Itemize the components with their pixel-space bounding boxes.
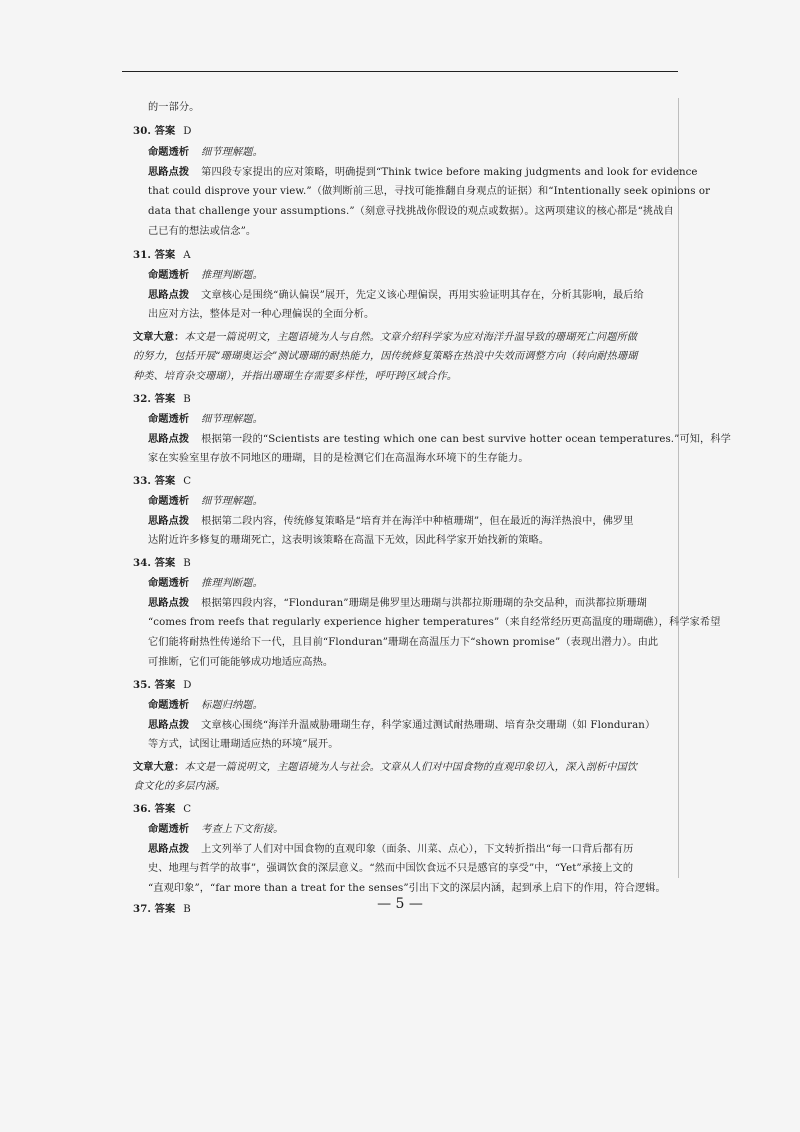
answer-choice: B bbox=[183, 904, 191, 915]
article-summary bbox=[133, 330, 637, 345]
section-label: 思路点拨 bbox=[148, 289, 190, 301]
explanation-line bbox=[148, 268, 263, 283]
section-label: 命题透析 bbox=[148, 823, 190, 835]
section-label: 思路点拨 bbox=[148, 719, 190, 731]
answer-choice: A bbox=[183, 250, 191, 261]
section-text: 推理判断题。 bbox=[201, 270, 263, 281]
section-label: 思路点拨 bbox=[148, 597, 190, 609]
section-text: 细节理解题。 bbox=[201, 147, 263, 158]
section-label: 命题透析 bbox=[148, 495, 190, 507]
explanation-continuation: 它们能将耐热性传递给下一代，且目前“Flonduran”珊瑚在高温压力下“shown promise”（表现出潜力）。由此 bbox=[148, 637, 659, 648]
page-number: — 5 — bbox=[377, 896, 423, 912]
section-label: 命题透析 bbox=[148, 577, 190, 589]
section-label: 思路点拨 bbox=[148, 515, 190, 527]
section-text: 文章核心围绕“海洋升温威胁珊瑚生存，科学家通过测试耐热珊瑚、培育杂交珊瑚（如 Flonduran） bbox=[201, 720, 656, 731]
explanation-line bbox=[148, 698, 263, 713]
explanation-continuation: “直观印象”，“far more than a treat for the senses”引出下文的深层内涵，起到承上启下的作用，符合逻辑。 bbox=[148, 883, 666, 894]
explanation-line bbox=[148, 165, 698, 180]
summary-label: 文章大意： bbox=[133, 331, 185, 343]
answer-label: 36. 答案 bbox=[133, 803, 176, 815]
section-text: 细节理解题。 bbox=[201, 496, 263, 507]
answer-number bbox=[133, 392, 191, 407]
section-text: 细节理解题。 bbox=[201, 414, 263, 425]
explanation-line bbox=[148, 822, 283, 837]
section-text: 标题归纳题。 bbox=[201, 700, 263, 711]
answer-number bbox=[133, 474, 191, 489]
explanation-continuation: 等方式，试图让珊瑚适应热的环境”展开。 bbox=[148, 739, 339, 750]
answer-choice: C bbox=[183, 476, 192, 487]
explanation-line bbox=[148, 514, 634, 529]
article-summary-continuation: 的努力，包括开展“珊瑚奥运会”测试珊瑚的耐热能力，因传统修复策略在热浪中失效而调整方向（转向耐热珊瑚 bbox=[133, 351, 638, 362]
section-text: 根据第四段内容，“Flonduran”珊瑚是佛罗里达珊瑚与洪都拉斯珊瑚的杂交品种，而洪都拉斯珊瑚 bbox=[201, 598, 647, 609]
answer-label: 31. 答案 bbox=[133, 249, 176, 261]
answer-choice: D bbox=[183, 680, 192, 691]
answer-number bbox=[133, 248, 191, 263]
explanation-line bbox=[148, 842, 633, 857]
summary-label: 文章大意： bbox=[133, 761, 185, 773]
answer-choice: C bbox=[183, 804, 192, 815]
explanation-line bbox=[148, 432, 731, 447]
article-summary-continuation: 食文化的多层内涵。 bbox=[133, 781, 226, 792]
answer-choice: B bbox=[183, 394, 191, 405]
section-text: 根据第一段的“Scientists are testing which one can best survive hotter ocean temperatures.”可知，科学 bbox=[201, 434, 731, 445]
explanation-continuation: 出应对方法，整体是对一种心理偏误的全面分析。 bbox=[148, 309, 375, 320]
explanation-line bbox=[148, 576, 263, 591]
explanation-line bbox=[148, 494, 263, 509]
explanation-continuation: 己已有的想法或信念”。 bbox=[148, 226, 257, 237]
explanation-continuation: 的一部分。 bbox=[148, 102, 200, 113]
summary-text: 本文是一篇说明文，主题语境为人与自然。文章介绍科学家为应对海洋升温导致的珊瑚死亡问题所做 bbox=[184, 332, 638, 343]
explanation-line bbox=[148, 596, 647, 611]
explanation-line bbox=[148, 288, 644, 303]
section-label: 思路点拨 bbox=[148, 433, 190, 445]
article-summary bbox=[133, 760, 637, 775]
section-text: 根据第二段内容，传统修复策略是“培育并在海洋中种植珊瑚”，但在最近的海洋热浪中，佛罗里 bbox=[201, 516, 634, 527]
section-label: 命题透析 bbox=[148, 269, 190, 281]
section-label: 命题透析 bbox=[148, 146, 190, 158]
section-label: 思路点拨 bbox=[148, 166, 190, 178]
article-summary-continuation: 种类、培育杂交珊瑚），并指出珊瑚生存需要多样性，呼吁跨区域合作。 bbox=[133, 371, 458, 382]
explanation-continuation: 史、地理与哲学的故事”，强调饮食的深层意义。“然而中国饮食远不只是感官的享受”中，“Yet”承接上文的 bbox=[148, 863, 634, 874]
answer-number bbox=[133, 678, 192, 693]
explanation-continuation: that could disprove your view.”（做判断前三思，寻找可能推翻自身观点的证据）和“Intentionally seek opinions or bbox=[148, 186, 711, 197]
section-label: 命题透析 bbox=[148, 413, 190, 425]
answer-number bbox=[133, 124, 192, 139]
answer-choice: D bbox=[183, 126, 192, 137]
answer-label: 35. 答案 bbox=[133, 679, 176, 691]
explanation-line bbox=[148, 412, 263, 427]
section-text: 上文列举了人们对中国食物的直观印象（面条、川菜、点心），下文转折指出“每一口背后都有历 bbox=[201, 844, 634, 855]
section-text: 第四段专家提出的应对策略，明确提到“Think twice before making judgments and look for evidence bbox=[201, 167, 698, 178]
section-label: 思路点拨 bbox=[148, 843, 190, 855]
section-label: 命题透析 bbox=[148, 699, 190, 711]
answer-label: 32. 答案 bbox=[133, 393, 176, 405]
explanation-continuation: “comes from reefs that regularly experience higher temperatures”（来自经常经历更高温度的珊瑚礁），科学家希望 bbox=[148, 617, 721, 628]
section-text: 推理判断题。 bbox=[201, 578, 263, 589]
explanation-continuation: 可推断，它们可能能够成功地适应高热。 bbox=[148, 657, 334, 668]
answer-number bbox=[133, 802, 191, 817]
section-text: 考查上下文衔接。 bbox=[201, 824, 284, 835]
explanation-line bbox=[148, 145, 263, 160]
answer-label: 30. 答案 bbox=[133, 125, 176, 137]
summary-text: 本文是一篇说明文，主题语境为人与社会。文章从人们对中国食物的直观印象切入，深入剖析中国饮 bbox=[184, 762, 638, 773]
answer-label: 34. 答案 bbox=[133, 557, 176, 569]
answer-label: 33. 答案 bbox=[133, 475, 176, 487]
answer-label: 37. 答案 bbox=[133, 903, 176, 915]
explanation-continuation: 达附近许多修复的珊瑚死亡，这表明该策略在高温下无效，因此科学家开始找新的策略。 bbox=[148, 535, 550, 546]
explanation-continuation: data that challenge your assumptions.”（刻意寻找挑战你假设的观点或数据）。这两项建议的核心都是“挑战自 bbox=[148, 206, 674, 217]
answer-choice: B bbox=[183, 558, 191, 569]
section-text: 文章核心是围绕“确认偏误”展开，先定义该心理偏误，再用实验证明其存在，分析其影响，最后给 bbox=[201, 290, 644, 301]
explanation-continuation: 家在实验室里存放不同地区的珊瑚，目的是检测它们在高温海水环境下的生存能力。 bbox=[148, 453, 529, 464]
answer-number bbox=[133, 556, 191, 571]
explanation-line bbox=[148, 718, 655, 733]
